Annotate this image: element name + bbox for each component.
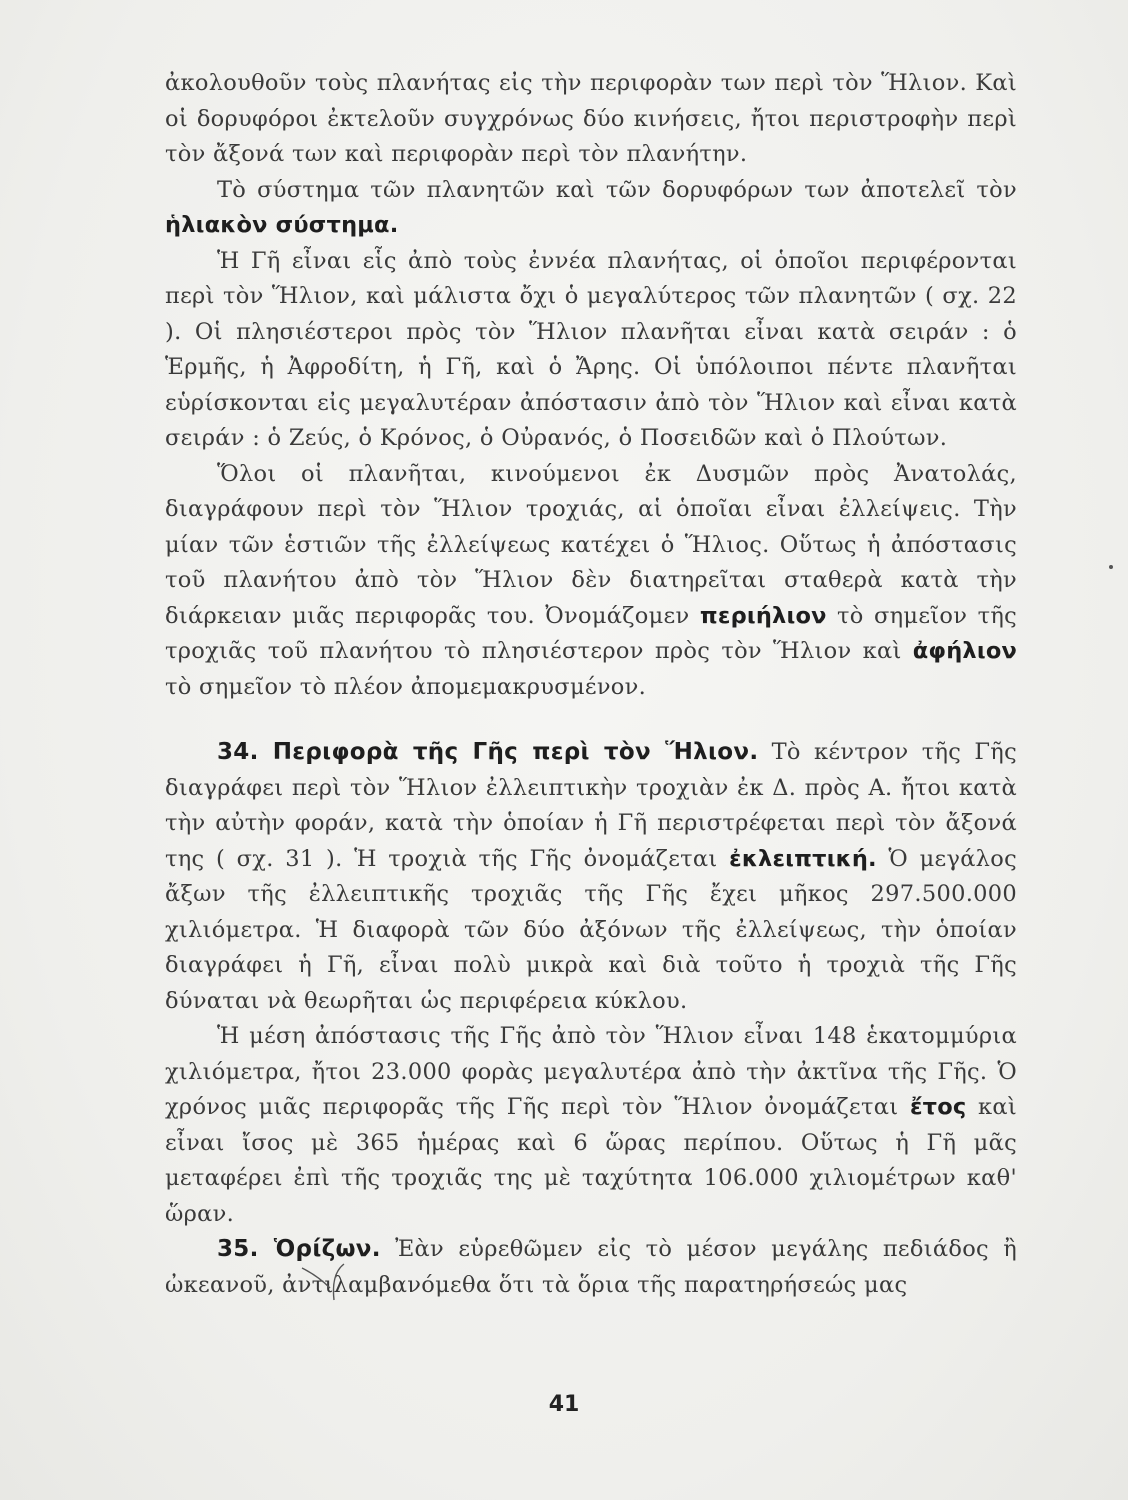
term-ecliptic: ἐκλειπτική. [729, 845, 877, 872]
term-perihelion: περιήλιον [699, 602, 827, 629]
term-aphelion: ἀφήλιον [912, 638, 1017, 664]
paragraph-orbits: Ὅλοι οἱ πλανῆται, κινούμενοι ἐκ Δυσμῶν πρὸς Ἀνατολάς, διαγράφουν περὶ τὸν Ἥλιον τροχιάς, αἱ ὁποῖαι εἶναι ἐλλείψεις. Τὴν μίαν τῶν ἑστιῶν τῆς ἐλλείψεως κατέχει ὁ Ἥλιος. Οὕτως ἡ ἀπόστασις τοῦ πλανήτου ἀπὸ τὸν Ἥλιον δὲν διατηρεῖται σταθερὰ κατὰ τὴν διάρκειαν μιᾶς περιφορᾶς του. Ὀνομάζομεν περιήλιον τὸ σημεῖον τῆς τροχιᾶς τοῦ πλανήτου τὸ πλησιέστερον πρὸς τὸν Ἥλιον καὶ ἀφήλιον τὸ σημεῖον τὸ πλέον ἀπομεμακρυσμένον. [165, 460, 1018, 700]
section-35-heading: 35. Ὁρίζων. [217, 1236, 381, 1262]
paragraph-solar-system: Τὸ σύστημα τῶν πλανητῶν καὶ τῶν δορυφόρων των ἀποτελεῖ τὸν ἡλιακὸν σύστημα. [165, 176, 1017, 238]
dust-speck [1109, 565, 1113, 569]
paragraph-satellites: ἀκολουθοῦν τοὺς πλανήτας εἰς τὴν περιφορὰν των περὶ τὸν Ἥλιον. Καὶ οἱ δορυφόροι ἐκτελοῦν συγχρόνως δύο κινήσεις, ἤτοι περιστροφὴν περὶ τὸν ἄξονά των καὶ περιφορὰν περὶ τὸν πλανήτην. [165, 70, 1017, 167]
section-35: 35. Ὁρίζων. Ἐὰν εὑρεθῶμεν εἰς τὸ μέσον μεγάλης πεδιάδος ἢ ὠκεανοῦ, ἀντιλαμβανόμεθα ὅτι τὰ ὅρια τῆς παρατηρήσεώς μας [165, 1236, 1018, 1298]
body-text [165, 66, 1017, 1303]
section-34-heading: 34. Περιφορὰ τῆς Γῆς περὶ τὸν Ἥλιον. [217, 739, 759, 765]
page-number: 41 [548, 1392, 580, 1417]
pen-mark-icon [300, 1262, 360, 1302]
paragraph-distance: Ἡ μέση ἀπόστασις τῆς Γῆς ἀπὸ τὸν Ἥλιον εἶναι 148 ἑκατομμύρια χιλιόμετρα, ἤτοι 23.000 φορὰς μεγαλυτέρα ἀπὸ τὴν ἀκτῖνα τῆς Γῆς. Ὁ χρόνος μιᾶς περιφορᾶς τῆς Γῆς περὶ τὸν Ἥλιον ὀνομάζεται ἔτος καὶ εἶναι ἴσος μὲ 365 ἡμέρας καὶ 6 ὥρας περίπου. Οὕτως ἡ Γῆ μᾶς μεταφέρει ἐπὶ τῆς τροχιᾶς της μὲ ταχύτητα 106.000 χιλιομέτρων καθ' ὥραν. [165, 1023, 1017, 1227]
term-year: ἔτος [909, 1094, 967, 1120]
paragraph-planets: Ἡ Γῆ εἶναι εἷς ἀπὸ τοὺς ἐννέα πλανήτας, οἱ ὁποῖοι περιφέρονται περὶ τὸν Ἥλιον, καὶ μάλιστα ὄχι ὁ μεγαλύτερος τῶν πλανητῶν ( σχ. 22 ). Οἱ πλησιέστεροι πρὸς τὸν Ἥλιον πλανῆται εἶναι κατὰ σειράν : ὁ Ἑρμῆς, ἡ Ἀφροδίτη, ἡ Γῆ, καὶ ὁ Ἄρης. Οἱ ὑπόλοιποι πέντε πλανῆται εὑρίσκονται εἰς μεγαλυτέραν ἀπόστασιν ἀπὸ τὸν Ἥλιον καὶ εἶναι κατὰ σειράν : ὁ Ζεύς, ὁ Κρόνος, ὁ Οὐρανός, ὁ Ποσειδῶν καὶ ὁ Πλούτων. [165, 247, 1017, 451]
term-solar-system: ἡλιακὸν σύστημα. [165, 212, 399, 238]
section-34: 34. Περιφορὰ τῆς Γῆς περὶ τὸν Ἥλιον. Τὸ κέντρον τῆς Γῆς διαγράφει περὶ τὸν Ἥλιον ἐλλειπτικὴν τροχιὰν ἐκ Δ. πρὸς Α. ἤτοι κατὰ τὴν αὐτὴν φοράν, κατὰ τὴν ὁποίαν ἡ Γῆ περιστρέφεται περὶ τὸν ἄξονά της ( σχ. 31 ). Ἡ τροχιὰ τῆς Γῆς ὀνομάζεται ἐκλειπτική. Ὁ μεγάλος ἄξων τῆς ἐλλειπτικῆς τροχιᾶς τῆς Γῆς ἔχει μῆκος 297.500.000 χιλιόμετρα. Ἡ διαφορὰ τῶν δύο ἀξόνων τῆς ἐλλείψεως, τὴν ὁποίαν διαγράφει ἡ Γῆ, εἶναι πολὺ μικρὰ καὶ διὰ τοῦτο ἡ τροχιὰ τῆς Γῆς δύναται νὰ θεωρῆται ὡς περιφέρεια κύκλου. [165, 739, 1017, 1014]
